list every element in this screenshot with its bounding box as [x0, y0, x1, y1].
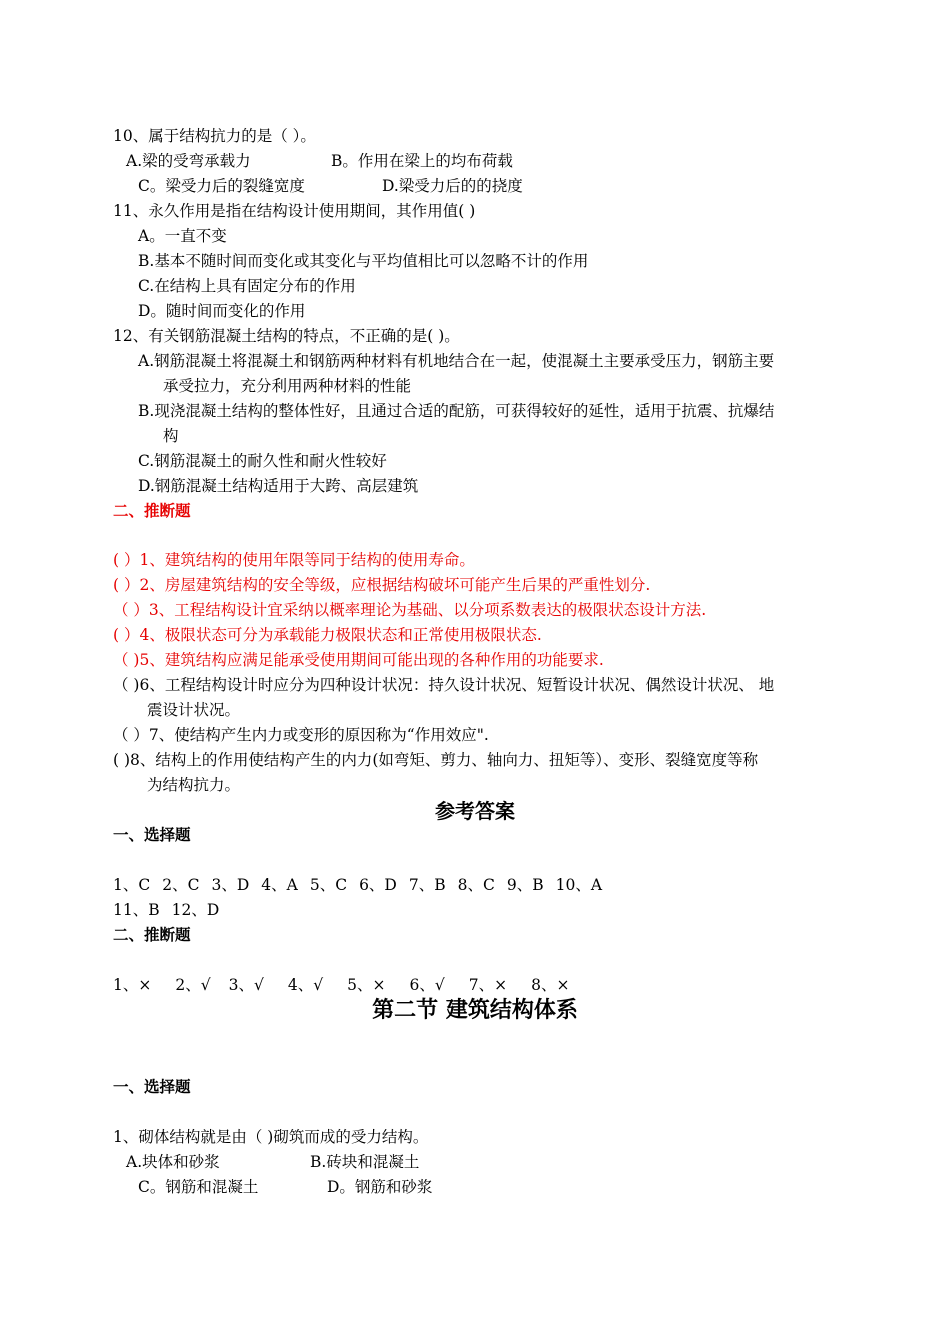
answer-item: 1、×	[113, 976, 152, 994]
section-2-choice-heading: 一、选择题	[113, 1078, 191, 1096]
answer-item: 11、B	[113, 901, 160, 919]
section-2-question-1-stem: 1、砌体结构就是由（ )砌筑而成的受力结构。	[113, 1128, 429, 1146]
section-2-question-1-option-d: D。钢筋和砂浆	[327, 1178, 433, 1196]
answers-title: 参考答案	[435, 799, 515, 823]
judge-item-6: （ )6、工程结构设计时应分为四种设计状况：持久设计状况、短暂设计状况、偶然设计状况、 地	[113, 676, 775, 694]
judge-item-5: （ )5、建筑结构应满足能承受使用期间可能出现的各种作用的功能要求.	[113, 651, 604, 669]
section-2-question-1-option-a: A.块体和砂浆	[126, 1153, 220, 1171]
answer-item: 6、D	[359, 876, 397, 894]
judge-item-2: ( ）2、房屋建筑结构的安全等级，应根据结构破坏可能产生后果的严重性划分.	[113, 576, 651, 594]
question-12-option-a-cont: 承受拉力，充分利用两种材料的性能	[163, 377, 412, 395]
question-12-stem: 12、有关钢筋混凝土结构的特点，不正确的是( )。	[113, 327, 460, 345]
answer-item: 9、B	[506, 876, 544, 894]
judge-item-8: ( )8、结构上的作用使结构产生的内力(如弯矩、剪力、轴向力、扭矩等）、变形、裂缝宽度等称	[113, 751, 759, 769]
question-12-option-d: D.钢筋混凝土结构适用于大跨、高层建筑	[138, 477, 419, 495]
section-2-title: 第二节 建筑结构体系	[372, 998, 578, 1023]
answer-item: 3、D	[211, 876, 250, 894]
question-12-option-b: B.现浇混凝土结构的整体性好，且通过合适的配筋，可获得较好的延性，适用于抗震、抗爆结	[138, 402, 775, 420]
judge-item-7: （ ）7、使结构产生内力或变形的原因称为“作用效应".	[113, 726, 489, 744]
answer-item: 5、×	[347, 976, 386, 994]
judge-heading: 二、推断题	[113, 502, 191, 520]
section-2-question-1-option-c: C。钢筋和混凝土	[138, 1178, 259, 1196]
judge-item-6-cont: 震设计状况。	[147, 701, 241, 719]
question-10-option-b: B。作用在梁上的均布荷载	[331, 152, 513, 170]
judge-item-4: ( ）4、极限状态可分为承载能力极限状态和正常使用极限状态.	[113, 626, 542, 644]
answer-item: 1、C	[113, 876, 151, 894]
answer-item: 2、C	[162, 876, 200, 894]
answer-item: 2、√	[175, 976, 211, 994]
answer-item: 4、√	[287, 976, 324, 994]
answers-choice-heading: 一、选择题	[113, 826, 191, 844]
judge-item-8-cont: 为结构抗力。	[147, 776, 241, 794]
question-11-option-d: D。随时间而变化的作用	[138, 302, 306, 320]
question-10-stem: 10、属于结构抗力的是（ ）。	[113, 127, 316, 145]
answer-item: 7、B	[408, 876, 446, 894]
answer-item: 4、A	[261, 876, 298, 894]
answer-item: 7、×	[468, 976, 508, 994]
answers-judge-row	[113, 975, 581, 995]
judge-item-1: ( ）1、建筑结构的使用年限等同于结构的使用寿命。	[113, 551, 475, 569]
answers-judge-heading: 二、推断题	[113, 926, 191, 944]
question-11-stem: 11、永久作用是指在结构设计使用期间，其作用值( )	[113, 202, 476, 220]
question-10-option-c: C。梁受力后的裂缝宽度	[138, 177, 305, 195]
answers-choice-row-2	[113, 900, 231, 920]
answer-item: 3、√	[228, 976, 264, 994]
answer-item: 8、C	[457, 876, 495, 894]
answer-item: 5、C	[309, 876, 348, 894]
question-12-option-c: C.钢筋混凝土的耐久性和耐火性较好	[138, 452, 387, 470]
answer-item: 6、√	[409, 976, 445, 994]
section-2-question-1-option-b: B.砖块和混凝土	[310, 1153, 420, 1171]
question-11-option-c: C.在结构上具有固定分布的作用	[138, 277, 356, 295]
question-11-option-a: A。一直不变	[138, 227, 227, 245]
answer-item: 12、D	[171, 901, 220, 919]
judge-item-3: （ ）3、工程结构设计宜采纳以概率理论为基础、以分项系数表达的极限状态设计方法.	[113, 601, 707, 619]
answer-item: 10、A	[555, 876, 603, 894]
question-12-option-a: A.钢筋混凝土将混凝土和钢筋两种材料有机地结合在一起，使混凝土主要承受压力，钢筋主要	[138, 352, 775, 370]
answer-item: 8、×	[531, 976, 570, 994]
question-12-option-b-cont: 构	[163, 427, 179, 445]
question-10-option-a: A.梁的受弯承载力	[126, 152, 251, 170]
question-10-option-d: D.梁受力后的的挠度	[382, 177, 523, 195]
question-11-option-b: B.基本不随时间而变化或其变化与平均值相比可以忽略不计的作用	[138, 252, 589, 270]
answers-choice-row-1	[113, 875, 614, 895]
